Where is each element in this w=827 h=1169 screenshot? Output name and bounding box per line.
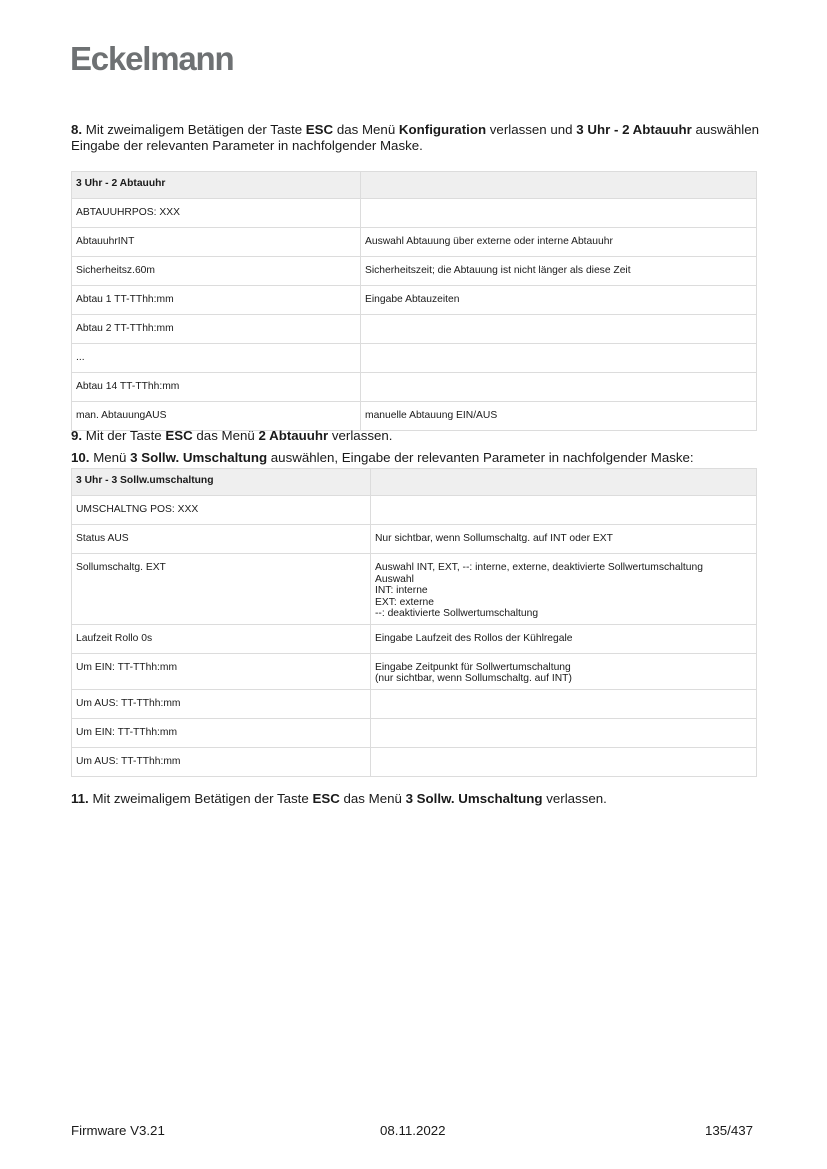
parameter-cell: ABTAUUHRPOS: XXX [72, 199, 361, 228]
footer-date: 08.11.2022 [380, 1123, 446, 1138]
abtauuhr-parameter-table [71, 171, 757, 431]
description-line: INT: interne [375, 585, 428, 596]
description-cell [361, 344, 757, 373]
parameter-cell: Um EIN: TT-TThh:mm [72, 718, 371, 747]
description-cell [371, 653, 757, 689]
step-11: 11. Mit zweimaligem Betätigen der Taste ESC das Menü 3 Sollw. Umschaltung verlassen. [71, 791, 607, 806]
description-cell: Auswahl Abtauung über externe oder interne Abtauuhr [361, 228, 757, 257]
description-line: Eingabe Zeitpunkt für Sollwertumschaltung [375, 661, 571, 673]
step-8-instruction: 8. Mit zweimaligem Betätigen der Taste ESC das Menü Konfiguration verlassen und 3 Uhr - 2 Abtauuhr auswählen [71, 122, 760, 137]
step-8-subline: Eingabe der relevanten Parameter in nachfolgender Maske. [71, 138, 423, 153]
table-row [72, 525, 757, 554]
description-cell [371, 718, 757, 747]
parameter-cell: Laufzeit Rollo 0s [72, 624, 371, 653]
parameter-cell: ... [72, 344, 361, 373]
description-cell: manuelle Abtauung EIN/AUS [361, 402, 757, 431]
parameter-cell: Sicherheitsz.60m [72, 257, 361, 286]
footer-firmware-version: Firmware V3.21 [71, 1123, 165, 1138]
table-row [72, 653, 757, 689]
description-cell [371, 747, 757, 776]
parameter-cell: Um EIN: TT-TThh:mm [72, 653, 371, 689]
table-row [72, 199, 757, 228]
parameter-cell: Um AUS: TT-TThh:mm [72, 689, 371, 718]
parameter-cell: Status AUS [72, 525, 371, 554]
table-header-cell [371, 469, 757, 496]
description-cell [361, 373, 757, 402]
description-line: (nur sichtbar, wenn Sollumschaltg. auf INT) [375, 673, 572, 684]
parameter-cell: man. AbtauungAUS [72, 402, 361, 431]
description-cell [361, 199, 757, 228]
table-row [72, 315, 757, 344]
description-cell [371, 496, 757, 525]
table-header [72, 469, 757, 496]
sollwertumschaltung-parameter-table [71, 468, 757, 777]
description-cell [371, 554, 757, 625]
parameter-cell: Abtau 2 TT-TThh:mm [72, 315, 361, 344]
table-header-cell: 3 Uhr - 2 Abtauuhr [72, 172, 361, 199]
table-row [72, 718, 757, 747]
table-row [72, 747, 757, 776]
table-row [72, 286, 757, 315]
description-cell: Sicherheitszeit; die Abtauung ist nicht länger als diese Zeit [361, 257, 757, 286]
table-row [72, 624, 757, 653]
table-row [72, 554, 757, 625]
description-cell [371, 689, 757, 718]
footer-page-number: 135/437 [705, 1123, 754, 1138]
table-row [72, 373, 757, 402]
description-line: Nur sichtbar, wenn Sollumschaltg. auf INT oder EXT [375, 533, 613, 544]
parameter-cell: AbtauuhrINT [72, 228, 361, 257]
step-8 [71, 122, 761, 154]
description-cell [361, 315, 757, 344]
eckelmann-logo: Eckelmann [70, 40, 234, 77]
table-row [72, 689, 757, 718]
table-row [72, 344, 757, 373]
description-line: Auswahl INT, EXT, --: interne, externe, deaktivierte Sollwertumschaltung [375, 562, 703, 573]
table-row [72, 228, 757, 257]
description-cell [371, 624, 757, 653]
description-line: Auswahl [375, 573, 414, 585]
table-header-cell [361, 172, 757, 199]
table-row [72, 496, 757, 525]
parameter-cell: Um AUS: TT-TThh:mm [72, 747, 371, 776]
description-line: Eingabe Laufzeit des Rollos der Kühlregale [375, 632, 573, 644]
step-10: 10. Menü 3 Sollw. Umschaltung auswählen, Eingabe der relevanten Parameter in nachfolgender Maske: [71, 450, 694, 465]
description-cell: Eingabe Abtauzeiten [361, 286, 757, 315]
table-header-cell: 3 Uhr - 3 Sollw.umschaltung [72, 469, 371, 496]
table-header [72, 172, 757, 199]
parameter-cell: Sollumschaltg. EXT [72, 554, 371, 625]
description-line: EXT: externe [375, 596, 434, 608]
table-row [72, 257, 757, 286]
parameter-cell: UMSCHALTNG POS: XXX [72, 496, 371, 525]
description-line: --: deaktivierte Sollwertumschaltung [375, 608, 539, 619]
step-9: 9. Mit der Taste ESC das Menü 2 Abtauuhr verlassen. [71, 428, 393, 443]
table-row [72, 402, 757, 431]
parameter-cell: Abtau 1 TT-TThh:mm [72, 286, 361, 315]
parameter-cell: Abtau 14 TT-TThh:mm [72, 373, 361, 402]
description-cell [371, 525, 757, 554]
